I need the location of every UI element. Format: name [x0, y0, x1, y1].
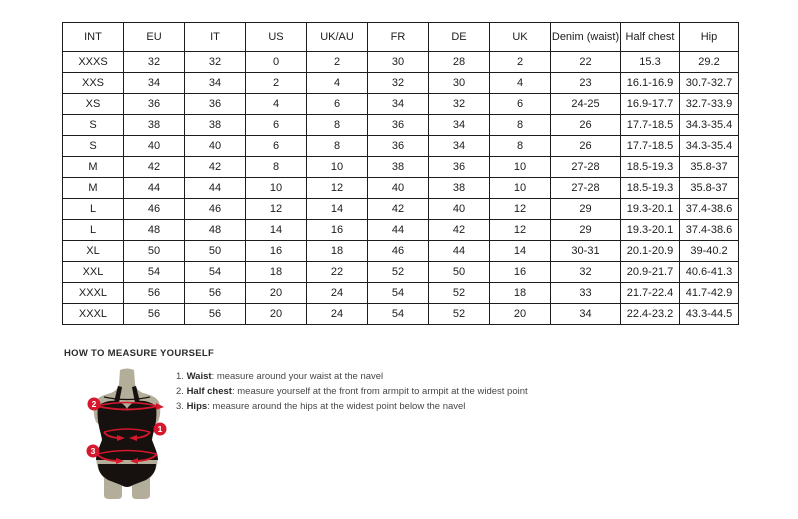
size-chart-body [63, 52, 739, 325]
table-cell: 2 [246, 73, 307, 94]
size-chart-header [63, 23, 739, 52]
table-cell: 18.5-19.3 [621, 157, 680, 178]
measurement-figure [75, 368, 190, 508]
table-cell: 38 [429, 178, 490, 199]
column-header-uk: UK [490, 23, 551, 52]
table-cell: 20 [246, 304, 307, 325]
column-header-denim-waist-: Denim (waist) [551, 23, 621, 52]
step-number: 1. [176, 371, 187, 382]
table-cell: 17.7-18.5 [621, 136, 680, 157]
table-cell: 4 [490, 73, 551, 94]
table-cell: 29.2 [680, 52, 739, 73]
table-cell: 28 [429, 52, 490, 73]
table-cell: XXL [63, 262, 124, 283]
table-cell: 37.4-38.6 [680, 220, 739, 241]
table-row [63, 94, 739, 115]
table-cell: 35.8-37 [680, 157, 739, 178]
column-header-fr: FR [368, 23, 429, 52]
table-cell: 44 [124, 178, 185, 199]
table-cell: 30 [368, 52, 429, 73]
table-cell: 32 [551, 262, 621, 283]
table-row [63, 178, 739, 199]
table-cell: 52 [429, 283, 490, 304]
table-row [63, 304, 739, 325]
table-cell: 0 [246, 52, 307, 73]
table-row [63, 220, 739, 241]
table-cell: 38 [368, 157, 429, 178]
table-cell: 4 [307, 73, 368, 94]
column-header-int: INT [63, 23, 124, 52]
table-cell: 26 [551, 136, 621, 157]
table-cell: L [63, 220, 124, 241]
table-cell: XS [63, 94, 124, 115]
step-number: 2. [176, 386, 187, 397]
measure-step [176, 399, 528, 414]
table-row [63, 52, 739, 73]
table-row [63, 241, 739, 262]
table-cell: 54 [368, 304, 429, 325]
table-cell: 30.7-32.7 [680, 73, 739, 94]
measure-step [176, 369, 528, 384]
table-cell: XXXL [63, 304, 124, 325]
table-cell: L [63, 199, 124, 220]
step-label: Half chest [186, 386, 232, 397]
table-cell: 10 [490, 157, 551, 178]
table-row [63, 73, 739, 94]
measure-step [176, 384, 528, 399]
column-header-eu: EU [124, 23, 185, 52]
table-cell: 22 [307, 262, 368, 283]
table-row [63, 262, 739, 283]
table-cell: 17.7-18.5 [621, 115, 680, 136]
table-cell: 16.1-16.9 [621, 73, 680, 94]
table-row [63, 157, 739, 178]
table-cell: 29 [551, 199, 621, 220]
step-label: Waist [186, 371, 212, 382]
table-row [63, 115, 739, 136]
badge-2-number: 2 [91, 399, 97, 409]
table-cell: 44 [185, 178, 246, 199]
table-cell: XL [63, 241, 124, 262]
size-chart-table [62, 22, 739, 325]
table-cell: 34 [429, 115, 490, 136]
table-cell: 14 [246, 220, 307, 241]
table-cell: 6 [246, 136, 307, 157]
table-cell: 56 [124, 304, 185, 325]
column-header-uk-au: UK/AU [307, 23, 368, 52]
table-cell: 10 [307, 157, 368, 178]
measure-point-badge-2 [88, 398, 101, 411]
table-cell: 29 [551, 220, 621, 241]
table-cell: 30 [429, 73, 490, 94]
table-cell: 34 [551, 304, 621, 325]
table-cell: 16 [246, 241, 307, 262]
table-cell: 23 [551, 73, 621, 94]
table-cell: 52 [368, 262, 429, 283]
table-cell: 34 [185, 73, 246, 94]
table-cell: 39-40.2 [680, 241, 739, 262]
table-cell: 38 [124, 115, 185, 136]
measure-point-badge-1 [154, 423, 167, 436]
table-cell: 20 [246, 283, 307, 304]
table-cell: 8 [246, 157, 307, 178]
table-cell: 4 [246, 94, 307, 115]
table-cell: 10 [246, 178, 307, 199]
table-cell: 18 [307, 241, 368, 262]
table-cell: 40 [368, 178, 429, 199]
table-cell: 8 [490, 115, 551, 136]
table-cell: 27-28 [551, 157, 621, 178]
table-cell: 19.3-20.1 [621, 199, 680, 220]
table-cell: XXS [63, 73, 124, 94]
table-cell: 12 [490, 199, 551, 220]
table-cell: 46 [368, 241, 429, 262]
measure-steps-list [176, 369, 528, 414]
column-header-us: US [246, 23, 307, 52]
table-cell: 12 [490, 220, 551, 241]
measure-section-title: HOW TO MEASURE YOURSELF [64, 348, 215, 359]
table-cell: 18 [490, 283, 551, 304]
table-cell: 32 [124, 52, 185, 73]
table-cell: 40 [429, 199, 490, 220]
table-cell: 36 [368, 136, 429, 157]
table-cell: 56 [124, 283, 185, 304]
table-cell: 48 [185, 220, 246, 241]
table-cell: 12 [246, 199, 307, 220]
table-cell: 24 [307, 304, 368, 325]
table-cell: 34 [124, 73, 185, 94]
table-cell: 34 [368, 94, 429, 115]
table-cell: 40 [185, 136, 246, 157]
table-cell: 6 [246, 115, 307, 136]
table-cell: 52 [429, 304, 490, 325]
table-cell: 27-28 [551, 178, 621, 199]
step-text: : measure around your waist at the navel [211, 371, 384, 382]
table-cell: 41.7-42.9 [680, 283, 739, 304]
table-cell: 32.7-33.9 [680, 94, 739, 115]
table-cell: 34.3-35.4 [680, 115, 739, 136]
table-row [63, 199, 739, 220]
table-cell: 18.5-19.3 [621, 178, 680, 199]
table-cell: 35.8-37 [680, 178, 739, 199]
table-cell: 42 [368, 199, 429, 220]
table-cell: S [63, 115, 124, 136]
table-cell: 12 [307, 178, 368, 199]
table-cell: XXXS [63, 52, 124, 73]
table-cell: 14 [490, 241, 551, 262]
table-cell: 56 [185, 304, 246, 325]
table-cell: 2 [307, 52, 368, 73]
table-cell: 8 [307, 136, 368, 157]
table-cell: 54 [185, 262, 246, 283]
table-cell: 32 [429, 94, 490, 115]
table-cell: 20.9-21.7 [621, 262, 680, 283]
table-cell: XXXL [63, 283, 124, 304]
table-cell: 43.3-44.5 [680, 304, 739, 325]
table-cell: 16 [307, 220, 368, 241]
table-cell: 42 [185, 157, 246, 178]
table-cell: 6 [490, 94, 551, 115]
table-cell: 8 [307, 115, 368, 136]
table-cell: 50 [124, 241, 185, 262]
table-cell: 18 [246, 262, 307, 283]
table-cell: 32 [185, 52, 246, 73]
table-cell: 56 [185, 283, 246, 304]
table-cell: 15.3 [621, 52, 680, 73]
table-cell: 19.3-20.1 [621, 220, 680, 241]
table-row [63, 283, 739, 304]
table-cell: 54 [368, 283, 429, 304]
table-cell: 2 [490, 52, 551, 73]
column-header-de: DE [429, 23, 490, 52]
table-cell: 34.3-35.4 [680, 136, 739, 157]
table-cell: 36 [368, 115, 429, 136]
table-cell: 20.1-20.9 [621, 241, 680, 262]
table-cell: 46 [185, 199, 246, 220]
table-cell: 24 [307, 283, 368, 304]
table-cell: 24-25 [551, 94, 621, 115]
table-cell: 50 [185, 241, 246, 262]
table-cell: S [63, 136, 124, 157]
measure-point-badge-3 [87, 445, 100, 458]
table-cell: 48 [124, 220, 185, 241]
table-cell: 44 [429, 241, 490, 262]
table-cell: 32 [368, 73, 429, 94]
table-cell: 6 [307, 94, 368, 115]
table-cell: 38 [185, 115, 246, 136]
table-cell: 36 [124, 94, 185, 115]
column-header-half-chest: Half chest [621, 23, 680, 52]
table-cell: 40.6-41.3 [680, 262, 739, 283]
table-cell: 42 [429, 220, 490, 241]
step-number: 3. [176, 401, 187, 412]
table-cell: 46 [124, 199, 185, 220]
header-row [63, 23, 739, 52]
badge-3-number: 3 [90, 446, 96, 456]
table-cell: 21.7-22.4 [621, 283, 680, 304]
table-cell: 42 [124, 157, 185, 178]
step-text: : measure around the hips at the widest point below the navel [207, 401, 466, 412]
table-cell: 26 [551, 115, 621, 136]
table-cell: 34 [429, 136, 490, 157]
table-cell: 22.4-23.2 [621, 304, 680, 325]
table-cell: 16 [490, 262, 551, 283]
table-row [63, 136, 739, 157]
table-cell: M [63, 157, 124, 178]
table-cell: 37.4-38.6 [680, 199, 739, 220]
table-cell: 10 [490, 178, 551, 199]
column-header-it: IT [185, 23, 246, 52]
badge-1-number: 1 [157, 424, 163, 434]
table-cell: 22 [551, 52, 621, 73]
table-cell: M [63, 178, 124, 199]
table-cell: 30-31 [551, 241, 621, 262]
table-cell: 40 [124, 136, 185, 157]
column-header-hip: Hip [680, 23, 739, 52]
step-label: Hips [186, 401, 208, 412]
table-cell: 16.9-17.7 [621, 94, 680, 115]
table-cell: 36 [429, 157, 490, 178]
table-cell: 33 [551, 283, 621, 304]
table-cell: 14 [307, 199, 368, 220]
table-cell: 36 [185, 94, 246, 115]
table-cell: 54 [124, 262, 185, 283]
table-cell: 8 [490, 136, 551, 157]
mannequin-illustration [75, 368, 190, 508]
table-cell: 44 [368, 220, 429, 241]
step-text: : measure yourself at the front from armpit to armpit at the widest point [231, 386, 528, 397]
table-cell: 50 [429, 262, 490, 283]
table-cell: 20 [490, 304, 551, 325]
